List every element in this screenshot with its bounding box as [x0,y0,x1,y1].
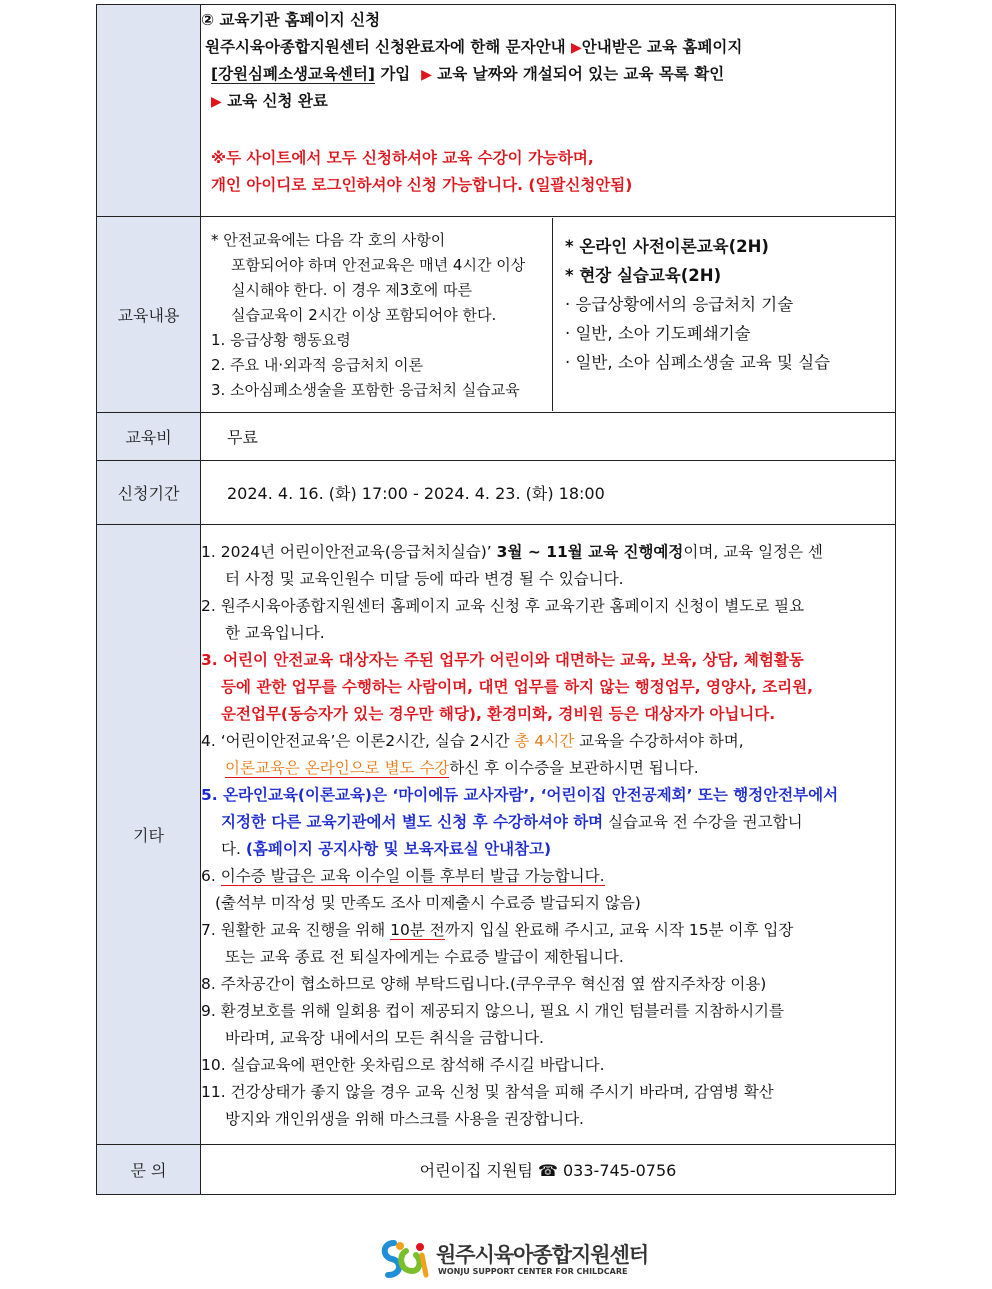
etc-note-6: 이수증 발급은 교육 이수일 이틀 후부터 발급 가능합니다. [220,866,605,885]
etc-note-5-tail: 실습교육 전 수강을 권고합니 [603,812,803,831]
apply-step2: 안내받은 교육 홈페이지 [581,38,743,56]
etc-note-5-ref: (홈페이지 공지사항 및 보육자료실 안내참고) [245,839,552,858]
etc-note-3: 3. 어린이 안전교육 대상자는 주된 업무가 어린이와 대면하는 교육, 보육, 상담, 체험활동 [201,650,804,669]
blank-label-cell [97,5,201,217]
content-left-line: * 안전교육에는 다음 각 호의 사항이 [211,231,446,249]
etc-note-5: 5. 온라인교육(이론교육)은 ‘마이에듀 교사자람’, ‘어린이집 안전공제회’ 또는 행정안전부에서 [201,785,839,804]
etc-note-7-cont: 또는 교육 종료 전 퇴실자에게는 수료증 발급이 제한됩니다. [225,947,624,966]
logo-subtext: WONJU SUPPORT CENTER FOR CHILDCARE [438,1267,628,1276]
apply-site-name: [강원심폐소생교육센터] [211,65,375,83]
logo-text: 원주시육아종합지원센터 [436,1243,649,1267]
etc-note-9-cont: 바라며, 교육장 내에서의 모든 취식을 금합니다. [225,1028,544,1047]
etc-note-5-cont: 지정한 다른 교육기관에서 별도 신청 후 수강하셔야 하며 [221,812,604,831]
content-left [201,218,553,411]
etc-note-4: 4. ‘어린이안전교육’은 이론2시간, 실습 2시간 [201,731,515,750]
etc-note-2-cont: 한 교육입니다. [225,623,325,642]
etc-note-1-bold: 3월 ~ 11월 교육 진행예정 [496,542,684,561]
apply-warning-1: ※두 사이트에서 모두 신청하셔야 교육 수강이 가능하며, [211,149,594,167]
period-label: 신청기간 [97,461,201,525]
etc-note-3-cont: 등에 관한 업무를 수행하는 사람이며, 대면 업무를 하지 않는 행정업무, 영양사, 조리원, [221,677,813,696]
etc-note-6-cont: (출석부 미작성 및 만족도 조사 미제출시 수료증 발급되지 않음) [215,893,641,912]
period-value: 2024. 4. 16. (화) 17:00 - 2024. 4. 23. (화) 18:00 [201,461,896,525]
info-table [96,4,896,1195]
fee-label: 교육비 [97,413,201,461]
logo-mark-icon [376,1237,432,1281]
period-row [97,461,896,525]
etc-note-2: 2. 원주시육아종합지원센터 홈페이지 교육 신청 후 교육기관 홈페이지 신청이 별도로 필요 [201,596,805,615]
apply-step5: 교육 신청 완료 [227,92,328,110]
etc-note-11-cont: 방지와 개인위생을 위해 마스크를 사용을 권장합니다. [225,1109,584,1128]
etc-note-4-end: 하신 후 이수증을 보관하시면 됩니다. [449,758,699,777]
content-cell [201,217,896,413]
content-right-heading: * 온라인 사전이론교육(2H) [565,237,769,256]
etc-note-9: 9. 환경보호를 위해 일회용 컵이 제공되지 않으니, 필요 시 개인 텀블러를 지참하시기를 [201,1001,784,1020]
contact-label: 문 의 [97,1145,201,1195]
etc-note-7: 7. 원활한 교육 진행을 위해 [201,920,391,939]
content-left-line: 실시해야 한다. 이 경우 제3호에 따른 [231,281,473,299]
apply-title: ② 교육기관 홈페이지 신청 [201,11,381,29]
apply-warning-2: 개인 아이디로 로그인하셔야 신청 가능합니다. (일괄신청안됨) [211,176,633,194]
content-row [97,217,896,413]
etc-note-7-tail: 까지 입실 완료해 주시고, 교육 시작 15분 이후 입장 [444,920,794,939]
center-logo [376,1237,649,1281]
etc-note-7-time: 10분 전 [390,920,445,939]
content-right-heading: * 현장 실습교육(2H) [565,266,722,285]
etc-note-10: 10. 실습교육에 편안한 옷차림으로 참석해 주시길 바랍니다. [201,1055,605,1074]
content-left-line: 2. 주요 내·외과적 응급처치 이론 [211,356,424,374]
content-label: 교육내용 [97,217,201,413]
etc-note-5-da: 다. [221,839,246,858]
content-right-item: · 일반, 소아 기도폐쇄기술 [565,324,751,343]
etc-row [97,525,896,1145]
content-left-line: 3. 소아심폐소생술을 포함한 응급처치 실습교육 [211,381,520,399]
apply-cell [201,5,896,217]
red-triangle-right-icon: ▶ [211,94,222,110]
apply-join: 가입 [380,65,411,83]
content-left-line: 실습교육이 2시간 이상 포함되어야 한다. [231,306,497,324]
etc-note-3-cont: 운전업무(동승자가 있는 경우만 해당), 환경미화, 경비원 등은 대상자가 아닙니다. [221,704,776,723]
contact-value: 어린이집 지원팀 ☎ 033-745-0756 [201,1145,896,1195]
etc-note-1-tail: 이며, 교육 일정은 센 [683,542,823,561]
content-right-item: · 일반, 소아 심폐소생술 교육 및 실습 [565,353,831,372]
fee-row [97,413,896,461]
etc-note-4-online: 이론교육은 온라인으로 별도 수강 [225,758,450,777]
content-left-line: 포함되어야 하며 안전교육은 매년 4시간 이상 [231,256,526,274]
etc-label: 기타 [97,525,201,1145]
fee-value: 무료 [201,413,896,461]
etc-note-4-highlight: 총 4시간 [514,731,575,750]
apply-row [97,5,896,217]
apply-step1: 원주시육아종합지원센터 신청완료자에 한해 문자안내 [205,38,566,56]
etc-note-8: 8. 주차공간이 협소하므로 양해 부탁드립니다.(쿠우쿠우 혁신점 옆 쌈지주차장 이용) [201,974,767,993]
content-right [553,218,895,411]
red-triangle-right-icon: ▶ [421,67,432,83]
etc-note-4-tail: 교육을 수강하셔야 하며, [574,731,744,750]
contact-row [97,1145,896,1195]
etc-cell [201,525,896,1145]
red-triangle-right-icon: ▶ [570,40,582,56]
etc-note-1: 1. 2024년 어린이안전교육(응급처치실습)’ [201,542,497,561]
content-right-item: · 응급상황에서의 응급처치 기술 [565,295,794,314]
etc-note-1-cont: 터 사정 및 교육인원수 미달 등에 따라 변경 될 수 있습니다. [225,569,624,588]
content-left-line: 1. 응급상황 행동요령 [211,331,351,349]
etc-note-6-num: 6. [201,866,221,885]
apply-step4: 교육 날짜와 개설되어 있는 교육 목록 확인 [437,65,725,83]
etc-note-11: 11. 건강상태가 좋지 않을 경우 교육 신청 및 참석을 피해 주시기 바라며, 감염병 확산 [201,1082,774,1101]
